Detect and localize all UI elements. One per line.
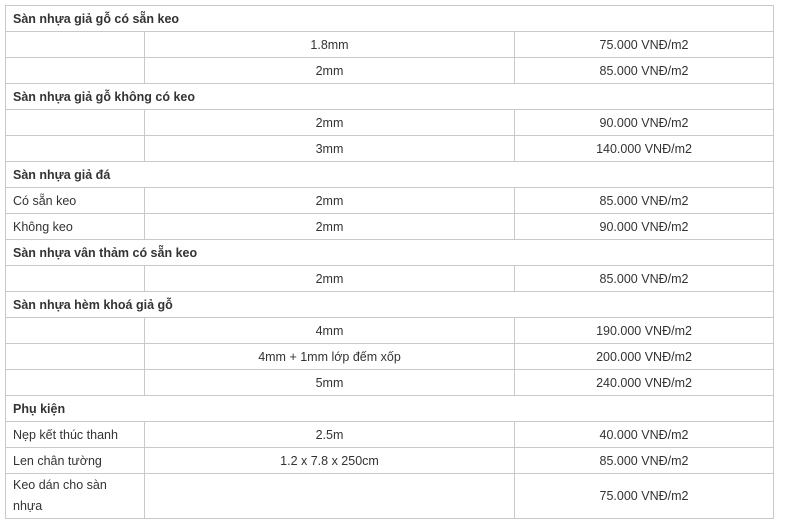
- section-header-row: [6, 292, 774, 318]
- product-name-cell: Không keo: [6, 214, 145, 240]
- section-title: Sàn nhựa giả đá: [6, 162, 774, 188]
- spec-cell: 2.5m: [145, 422, 515, 448]
- section-title: Sàn nhựa hèm khoá giả gỗ: [6, 292, 774, 318]
- product-name-cell: [6, 344, 145, 370]
- price-cell: 85.000 VNĐ/m2: [515, 266, 774, 292]
- price-cell: 75.000 VNĐ/m2: [515, 32, 774, 58]
- price-cell: 240.000 VNĐ/m2: [515, 370, 774, 396]
- table-row: [6, 474, 774, 519]
- section-header-row: [6, 396, 774, 422]
- spec-cell: 3mm: [145, 136, 515, 162]
- spec-cell: 2mm: [145, 188, 515, 214]
- table-row: [6, 32, 774, 58]
- product-name-cell: [6, 58, 145, 84]
- table-row: [6, 110, 774, 136]
- section-header-row: [6, 162, 774, 188]
- price-cell: 85.000 VNĐ/m2: [515, 188, 774, 214]
- spec-cell: 1.8mm: [145, 32, 515, 58]
- spec-cell: 1.2 x 7.8 x 250cm: [145, 448, 515, 474]
- product-name-cell: [6, 32, 145, 58]
- price-cell: 85.000 VNĐ/m2: [515, 58, 774, 84]
- section-title: Sàn nhựa giả gỗ không có keo: [6, 84, 774, 110]
- price-cell: 85.000 VNĐ/m2: [515, 448, 774, 474]
- price-cell: 90.000 VNĐ/m2: [515, 110, 774, 136]
- table-row: [6, 344, 774, 370]
- section-title: Sàn nhựa vân thảm có sẵn keo: [6, 240, 774, 266]
- product-name-cell: [6, 266, 145, 292]
- price-cell: 90.000 VNĐ/m2: [515, 214, 774, 240]
- table-row: [6, 448, 774, 474]
- price-table-body: [6, 6, 774, 519]
- product-name-cell: [6, 136, 145, 162]
- price-cell: 200.000 VNĐ/m2: [515, 344, 774, 370]
- product-name-cell: [6, 318, 145, 344]
- spec-cell: 2mm: [145, 110, 515, 136]
- section-header-row: [6, 6, 774, 32]
- price-cell: 140.000 VNĐ/m2: [515, 136, 774, 162]
- price-cell: 190.000 VNĐ/m2: [515, 318, 774, 344]
- spec-cell: 2mm: [145, 58, 515, 84]
- section-header-row: [6, 84, 774, 110]
- table-row: [6, 318, 774, 344]
- section-title: Phụ kiện: [6, 396, 774, 422]
- table-row: [6, 266, 774, 292]
- section-title: Sàn nhựa giả gỗ có sẵn keo: [6, 6, 774, 32]
- spec-cell: 4mm: [145, 318, 515, 344]
- product-name-cell: [6, 110, 145, 136]
- spec-cell: 5mm: [145, 370, 515, 396]
- table-row: [6, 214, 774, 240]
- price-cell: 40.000 VNĐ/m2: [515, 422, 774, 448]
- product-name-cell: Len chân tường: [6, 448, 145, 474]
- table-row: [6, 136, 774, 162]
- product-name-cell: Có sẵn keo: [6, 188, 145, 214]
- price-table: [5, 5, 774, 519]
- price-cell: 75.000 VNĐ/m2: [515, 474, 774, 519]
- table-row: [6, 422, 774, 448]
- table-row: [6, 58, 774, 84]
- spec-cell: 2mm: [145, 266, 515, 292]
- product-name-cell: Keo dán cho sàn nhựa: [6, 474, 145, 519]
- spec-cell: [145, 474, 515, 519]
- section-header-row: [6, 240, 774, 266]
- spec-cell: 2mm: [145, 214, 515, 240]
- table-row: [6, 188, 774, 214]
- product-name-cell: [6, 370, 145, 396]
- table-row: [6, 370, 774, 396]
- spec-cell: 4mm + 1mm lớp đếm xốp: [145, 344, 515, 370]
- product-name-cell: Nẹp kết thúc thanh: [6, 422, 145, 448]
